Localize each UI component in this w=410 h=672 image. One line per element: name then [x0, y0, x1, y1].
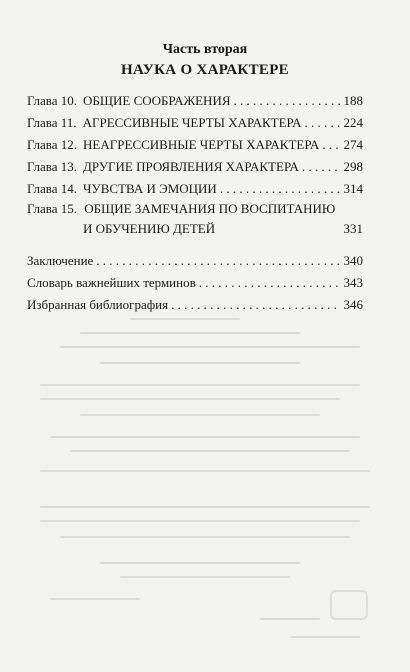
chapter-number: Глава 11. — [27, 115, 77, 130]
toc-entry-chapter-10[interactable] — [27, 91, 363, 109]
entry-title: Избранная библиография — [27, 297, 169, 312]
page-number: 274 — [343, 137, 363, 152]
page-number: 340 — [343, 253, 363, 268]
toc-entry-chapter-11[interactable] — [27, 113, 363, 131]
chapter-title: НЕАГРЕССИВНЫЕ ЧЕРТЫ ХАРАКТЕРА — [83, 137, 320, 152]
toc-entry-chapter-15[interactable] — [27, 201, 363, 237]
toc-entry-chapter-12[interactable] — [27, 135, 363, 153]
toc-entry-chapter-13[interactable] — [27, 157, 363, 175]
chapter-title-line-2: И ОБУЧЕНИЮ ДЕТЕЙ — [83, 221, 216, 236]
chapter-title-line-1: ОБЩИЕ ЗАМЕЧАНИЯ ПО ВОСПИТАНИЮ — [84, 201, 336, 216]
chapter-title: ДРУГИЕ ПРОЯВЛЕНИЯ ХАРАКТЕРА — [83, 159, 299, 174]
toc-entry-bibliography[interactable] — [27, 295, 363, 313]
chapter-title: АГРЕССИВНЫЕ ЧЕРТЫ ХАРАКТЕРА — [82, 115, 302, 130]
bleed-through-texture — [40, 318, 380, 648]
dot-leader — [305, 115, 341, 131]
chapter-title: ЧУВСТВА И ЭМОЦИИ — [83, 181, 217, 196]
page-number: 224 — [343, 115, 363, 130]
dot-leader — [171, 297, 340, 313]
chapter-number: Глава 12. — [27, 137, 78, 152]
dot-leader — [220, 181, 341, 197]
part-label: Часть вторая — [162, 42, 248, 57]
entry-title: Заключение — [27, 253, 94, 268]
dot-leader — [234, 93, 341, 109]
dot-leader — [199, 275, 341, 291]
page-number: 343 — [343, 275, 363, 290]
toc-entry-glossary[interactable] — [27, 273, 363, 291]
chapter-15-second-line — [27, 219, 363, 237]
dot-leader — [96, 253, 340, 269]
dot-leader — [322, 137, 340, 153]
page-number: 298 — [343, 159, 363, 174]
chapter-15-first-line — [27, 201, 335, 217]
page-number: 331 — [343, 221, 363, 236]
page-number: 346 — [343, 297, 363, 312]
chapter-title: ОБЩИЕ СООБРАЖЕНИЯ — [83, 93, 231, 108]
page-number: 314 — [343, 181, 363, 196]
page-number: 188 — [343, 93, 363, 108]
toc-entry-conclusion[interactable] — [27, 251, 363, 269]
entry-title: Словарь важнейших терминов — [27, 275, 196, 290]
chapter-number: Глава 15. — [27, 201, 78, 216]
chapter-number: Глава 14. — [27, 181, 78, 196]
part-title: НАУКА О ХАРАКТЕРЕ — [121, 62, 289, 78]
dot-leader — [302, 159, 341, 175]
chapter-number: Глава 10. — [27, 93, 78, 108]
toc-entry-chapter-14[interactable] — [27, 179, 363, 197]
chapter-number: Глава 13. — [27, 159, 78, 174]
